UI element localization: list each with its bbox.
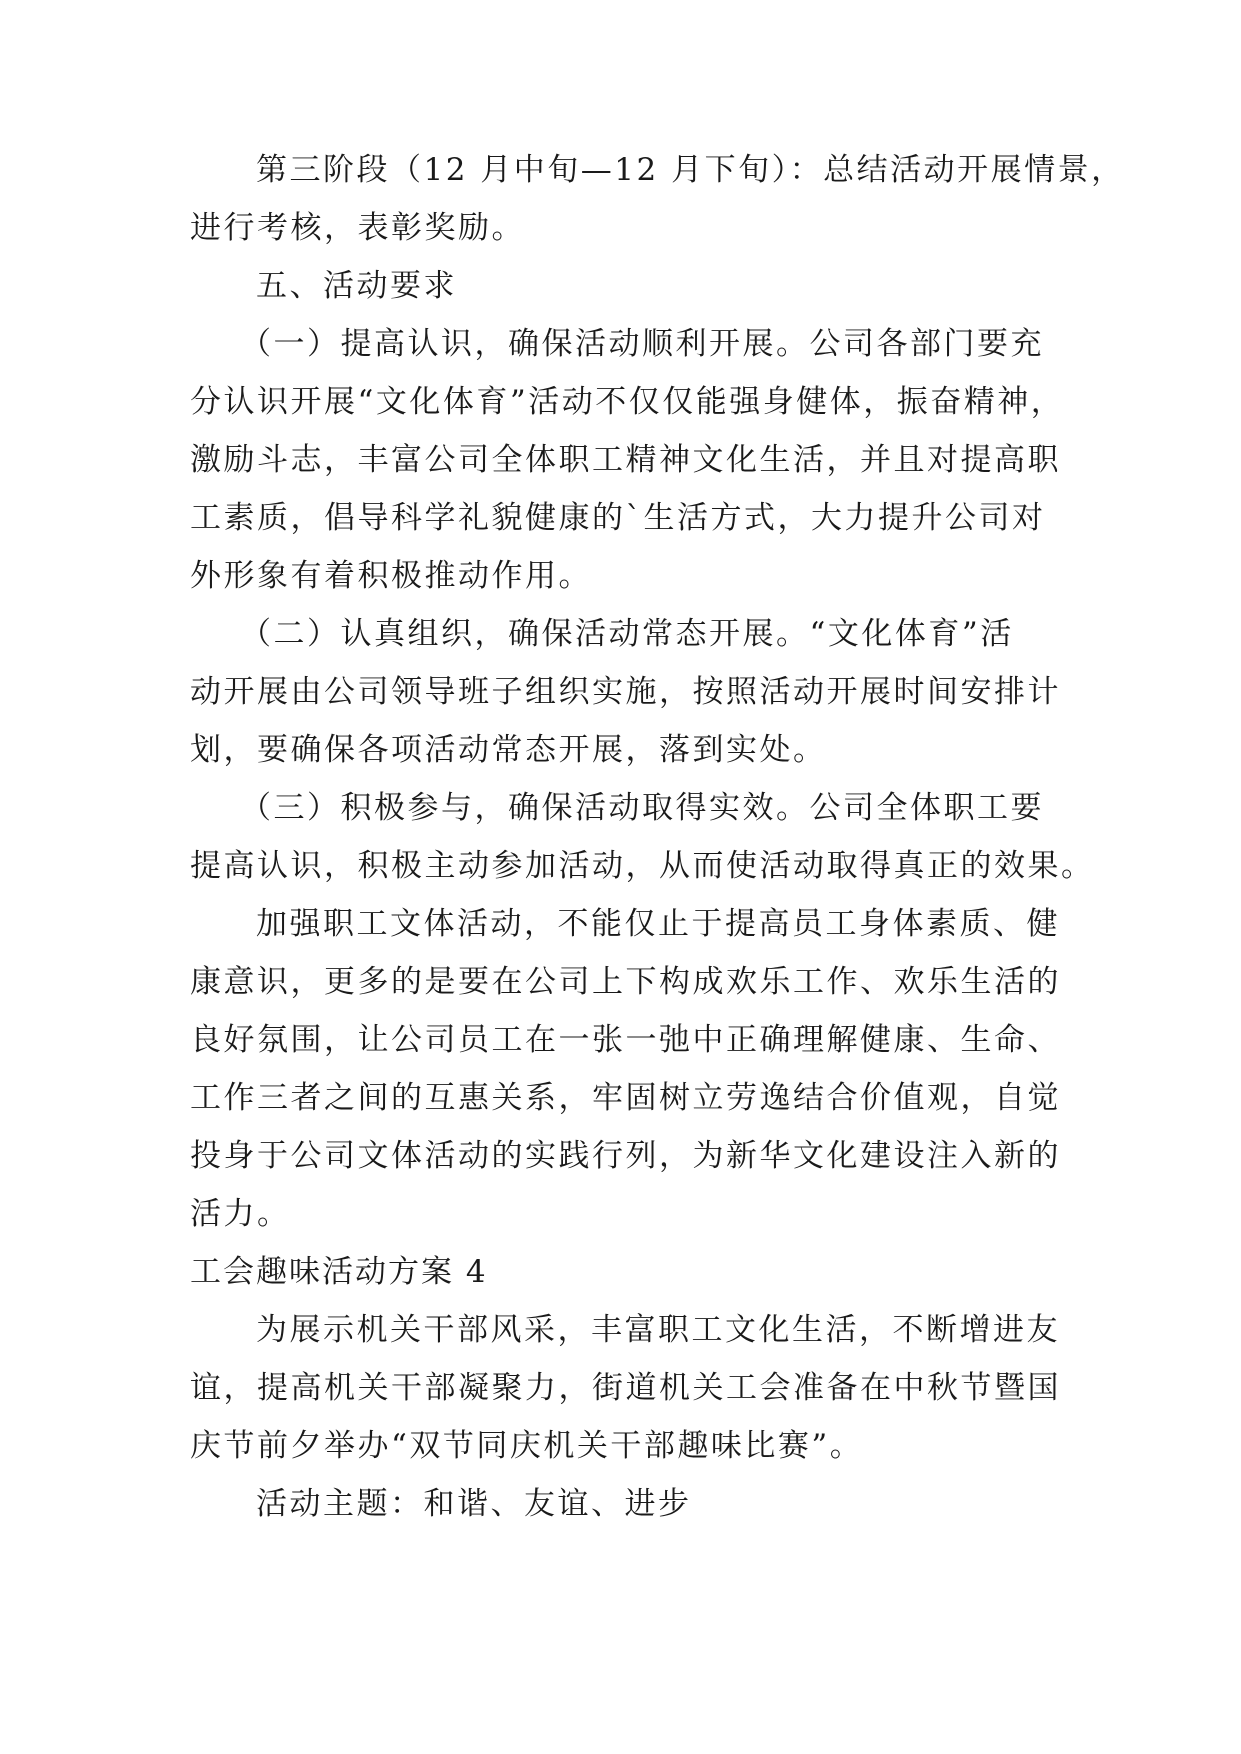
paragraph-line: 谊，提高机关干部凝聚力，街道机关工会准备在中秋节暨国 xyxy=(190,1370,1061,1406)
paragraph-line: 康意识，更多的是要在公司上下构成欢乐工作、欢乐生活的 xyxy=(190,964,1061,1000)
paragraph-line: 活动主题：和谐、友谊、进步 xyxy=(256,1486,692,1522)
paragraph-line: （一）提高认识，确保活动顺利开展。公司各部门要充 xyxy=(240,326,1044,362)
paragraph-line: 划，要确保各项活动常态开展，落到实处。 xyxy=(190,732,827,768)
document-title: 工会趣味活动方案 4 xyxy=(190,1254,488,1290)
paragraph-line: 工作三者之间的互惠关系，牢固树立劳逸结合价值观，自觉 xyxy=(190,1080,1061,1116)
paragraph-line: （三）积极参与，确保活动取得实效。公司全体职工要 xyxy=(240,790,1044,826)
paragraph-line: 第三阶段（12 月中旬—12 月下旬）：总结活动开展情景， xyxy=(256,152,1125,188)
paragraph-line: 加强职工文体活动，不能仅止于提高员工身体素质、健 xyxy=(256,906,1060,942)
paragraph-line: 投身于公司文体活动的实践行列，为新华文化建设注入新的 xyxy=(190,1138,1061,1174)
paragraph-line: 分认识开展“文化体育”活动不仅仅能强身健体，振奋精神， xyxy=(190,384,1065,420)
paragraph-line: （二）认真组织，确保活动常态开展。“文化体育”活 xyxy=(240,616,1014,652)
section-heading: 五、活动要求 xyxy=(256,268,457,304)
paragraph-line: 工素质，倡导科学礼貌健康的`生活方式，大力提升公司对 xyxy=(190,500,1046,536)
paragraph-line: 激励斗志，丰富公司全体职工精神文化生活，并且对提高职 xyxy=(190,442,1061,478)
paragraph-line: 外形象有着积极推动作用。 xyxy=(190,558,592,594)
paragraph-line: 动开展由公司领导班子组织实施，按照活动开展时间安排计 xyxy=(190,674,1061,710)
paragraph-line: 为展示机关干部风采，丰富职工文化生活，不断增进友 xyxy=(256,1312,1060,1348)
paragraph-line: 进行考核，表彰奖励。 xyxy=(190,210,525,246)
paragraph-line: 庆节前夕举办“双节同庆机关干部趣味比赛”。 xyxy=(190,1428,864,1464)
paragraph-line: 活力。 xyxy=(190,1196,291,1232)
paragraph-line: 提高认识，积极主动参加活动，从而使活动取得真正的效果。 xyxy=(190,848,1095,884)
paragraph-line: 良好氛围，让公司员工在一张一弛中正确理解健康、生命、 xyxy=(190,1022,1061,1058)
